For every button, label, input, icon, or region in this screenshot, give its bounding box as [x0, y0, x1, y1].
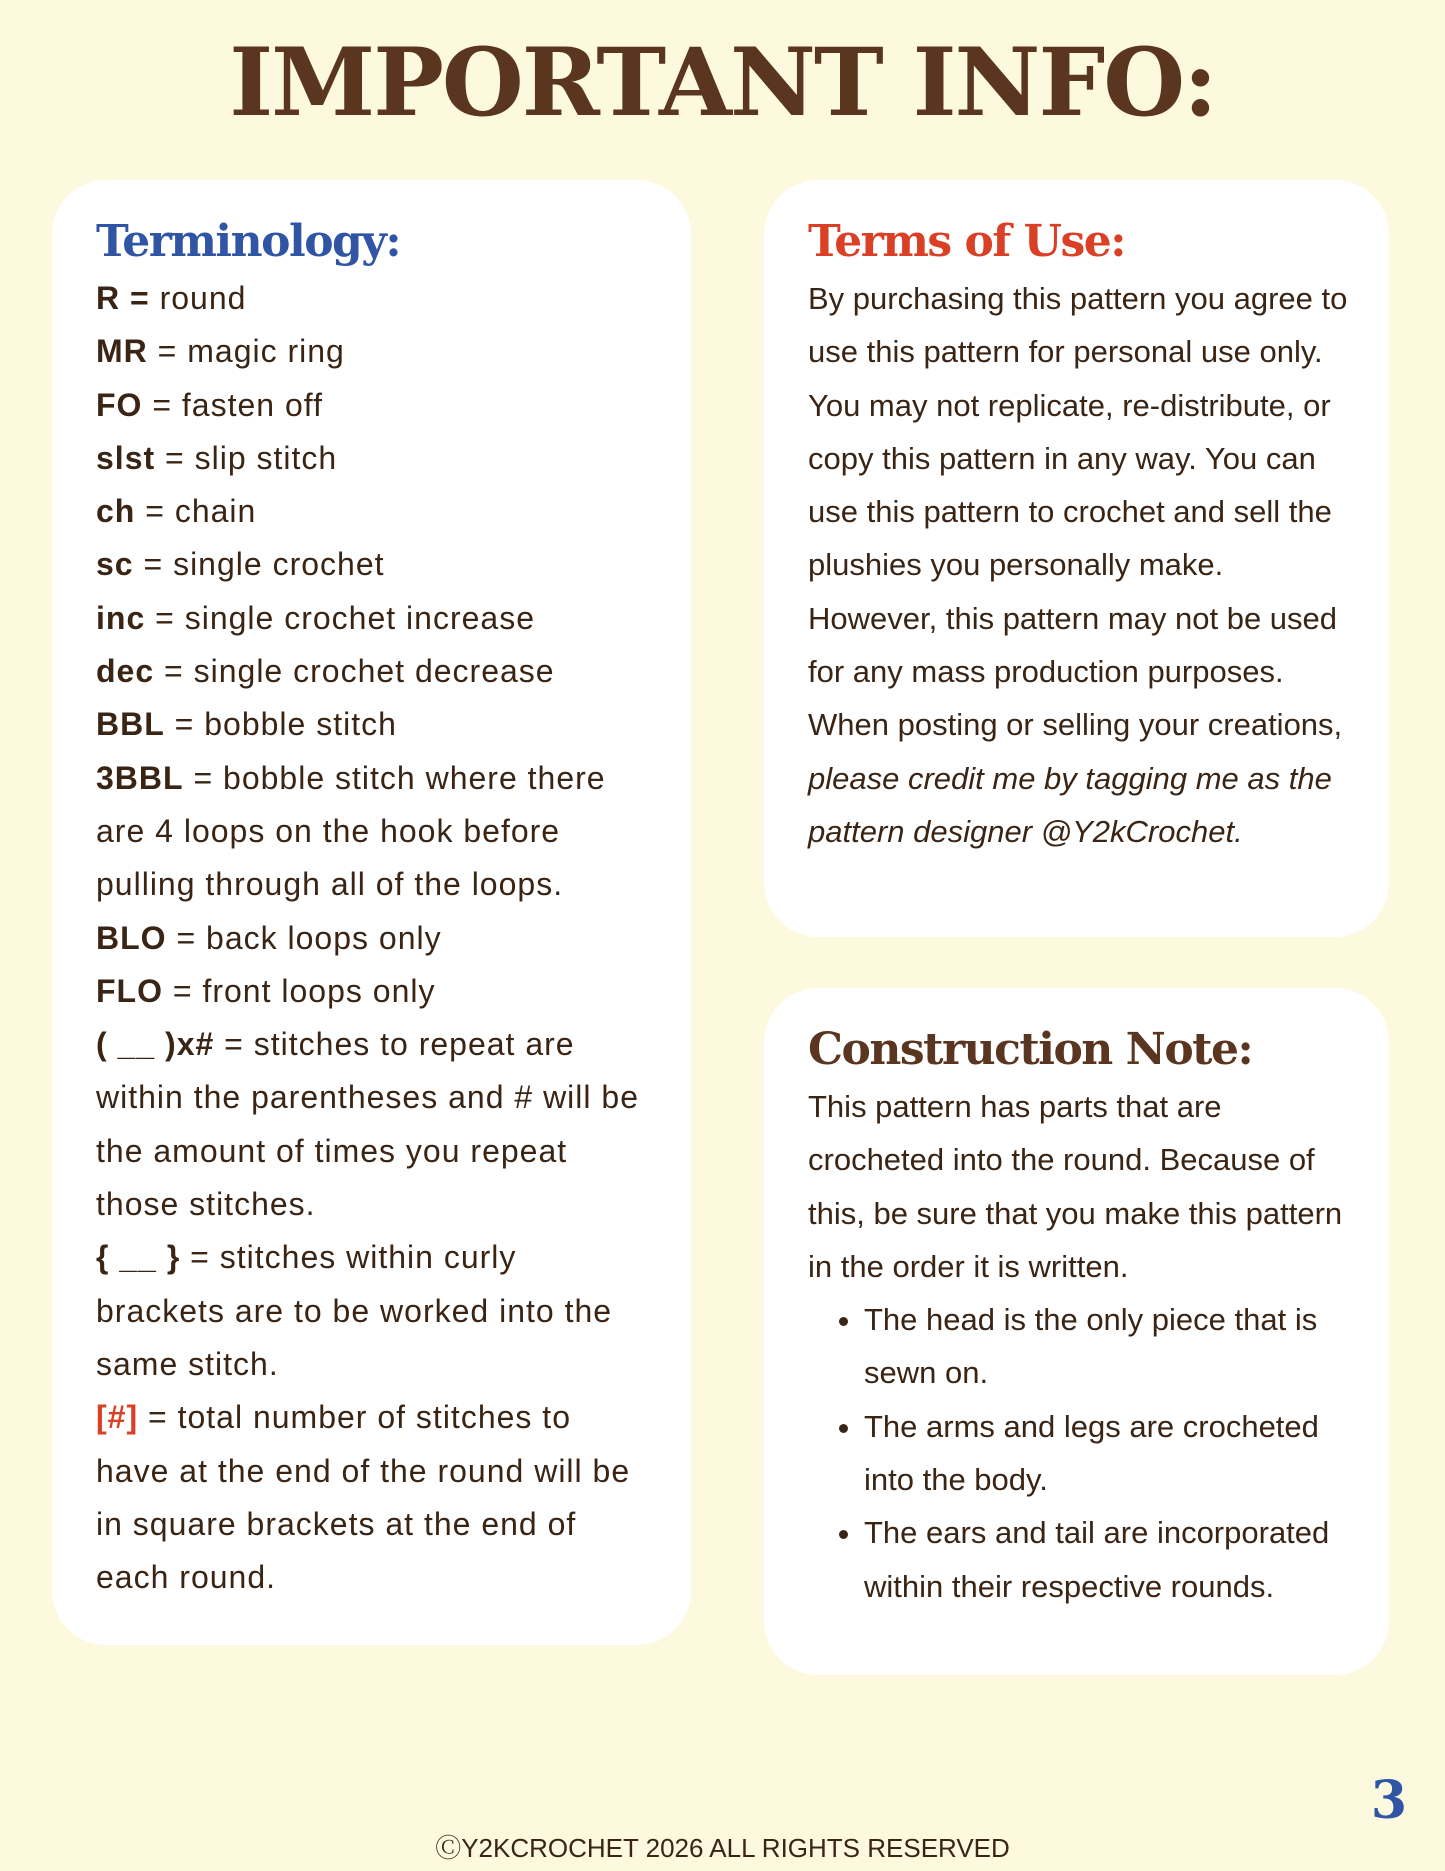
term-abbr: BBL [96, 706, 165, 743]
term-abbr: MR [96, 333, 148, 370]
term-item [96, 752, 651, 912]
bullet-item: • The arms and legs are crocheted into the body. [864, 1400, 1353, 1507]
terminology-card [52, 180, 691, 1645]
construction-bullets [808, 1293, 1353, 1613]
term-item [96, 272, 651, 325]
terms-of-use-text [808, 272, 1353, 858]
term-abbr: FO [96, 386, 143, 423]
term-item [96, 1391, 651, 1604]
term-item [96, 912, 651, 965]
term-definition: = bobble stitch [164, 706, 397, 743]
term-definition: = stitches within curly brackets are to be worked into the same stitch. [96, 1239, 613, 1382]
term-item [96, 325, 651, 378]
term-definition: = chain [135, 493, 257, 530]
term-abbr: FLO [96, 972, 163, 1009]
construction-note-card [764, 988, 1389, 1675]
term-definition: = single crochet increase [145, 599, 535, 636]
term-definition: = bobble stitch where there are 4 loops on the hook before pulling through all of the loops. [96, 759, 606, 903]
terminology-list [96, 272, 651, 1604]
term-definition: = single crochet [133, 546, 385, 583]
term-abbr: dec [96, 653, 155, 690]
term-abbr: BLO [96, 919, 167, 956]
term-definition: = back loops only [166, 919, 442, 956]
term-definition: = slip stitch [155, 439, 338, 476]
page-title: IMPORTANT INFO: [229, 28, 1216, 138]
term-item [96, 538, 651, 591]
terms-body: By purchasing this pattern you agree to use this pattern for personal use only. You may not replicate, re-distribute, or copy this pattern in any way. You can use this pattern to crochet and sell the plushies you personally make. However, this pattern may not be used for any mass production purposes. When posting or selling your creations, [808, 281, 1348, 743]
term-abbr: slst [96, 439, 156, 476]
term-item [96, 432, 651, 485]
term-item [96, 1231, 651, 1391]
term-definition: round [149, 280, 247, 316]
term-item [96, 965, 651, 1018]
terms-of-use-card [764, 180, 1389, 937]
term-definition: = front loops only [162, 972, 436, 1009]
page-number: 3 [1370, 1770, 1407, 1831]
term-item [96, 379, 651, 432]
construction-note-text: This pattern has parts that are crocheted into the round. Because of this, be sure that you make this pattern in the order it is written. [808, 1089, 1343, 1284]
term-item [96, 1018, 651, 1231]
terminology-heading: Terminology: [96, 216, 401, 267]
term-abbr: 3BBL [96, 759, 184, 796]
term-abbr: R = [96, 280, 150, 316]
term-abbr: ch [96, 493, 136, 530]
term-definition: = stitches to repeat are within the parentheses and # will be the amount of times you repeat those stitches. [96, 1026, 639, 1223]
credit-note: please credit me by tagging me as the pattern designer @Y2kCrochet. [808, 760, 1332, 849]
term-definition: = single crochet decrease [154, 653, 555, 690]
term-abbr: sc [96, 546, 134, 583]
term-abbr: { __ } [96, 1239, 181, 1276]
term-definition: = total number of stitches to have at the end of the round will be in square brackets at the end of each round. [96, 1399, 631, 1596]
term-abbr: ( __ )x# [96, 1026, 215, 1063]
construction-note-heading: Construction Note: [808, 1024, 1253, 1075]
term-item [96, 592, 651, 645]
term-definition: = fasten off [142, 386, 323, 423]
term-abbr: [#] [96, 1399, 139, 1436]
term-definition: = magic ring [147, 333, 345, 370]
term-item [96, 645, 651, 698]
term-abbr: inc [96, 599, 146, 636]
term-item [96, 485, 651, 538]
bullet-item: • The ears and tail are incorporated within their respective rounds. [864, 1506, 1353, 1613]
term-item [96, 698, 651, 751]
bullet-item: • The head is the only piece that is sewn on. [864, 1293, 1353, 1400]
terms-of-use-heading: Terms of Use: [808, 216, 1125, 267]
copyright-footer: ⒸY2KCROCHET 2026 ALL RIGHTS RESERVED [435, 1833, 1010, 1863]
